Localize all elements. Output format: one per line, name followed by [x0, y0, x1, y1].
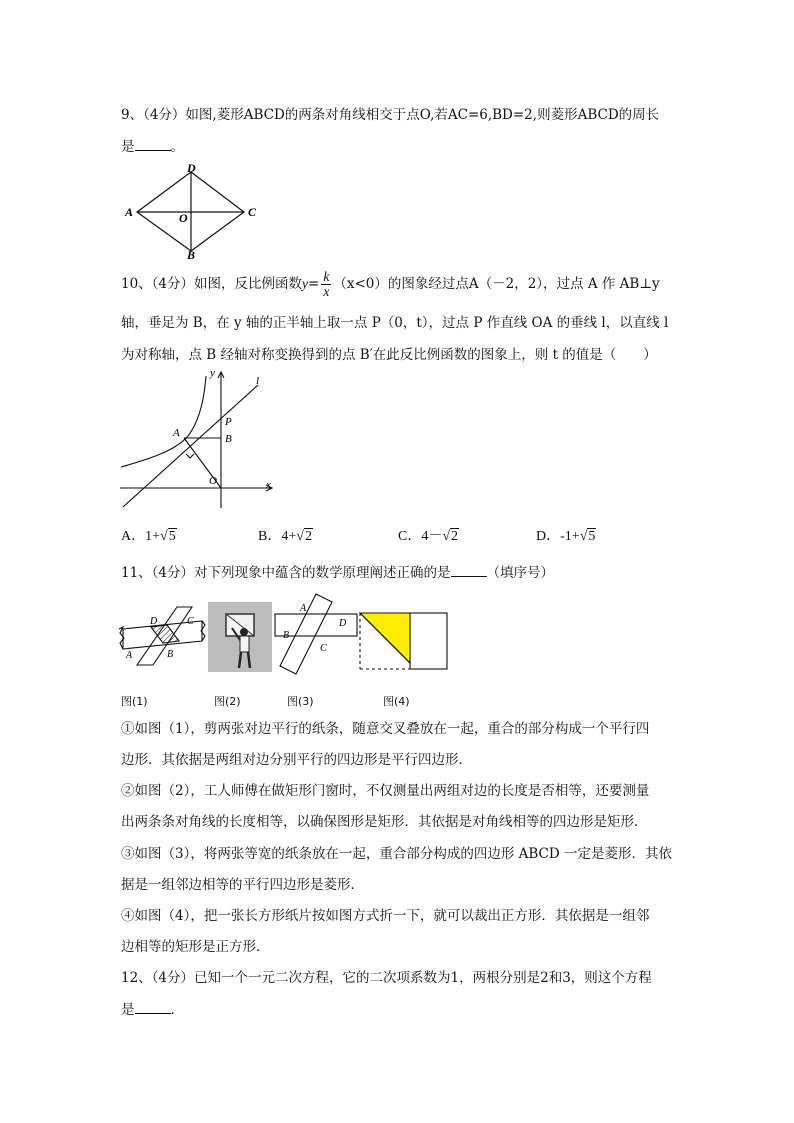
q10-prefix: 10、（4分）如图，反比例函数 — [121, 276, 303, 292]
label-d: D — [339, 618, 347, 629]
option-a-label: A． — [121, 529, 146, 544]
label-a: A — [300, 603, 307, 614]
q11-fig4-folded-paper — [358, 611, 450, 673]
option-b-label: B． — [258, 529, 282, 544]
option-a-radicand: 5 — [168, 529, 176, 544]
q9-text-line2 — [121, 135, 184, 155]
label-c: C — [320, 643, 327, 654]
q9-line2-suffix: 。 — [170, 139, 184, 155]
label-b: B — [187, 248, 196, 260]
q11-statement-3-line2: 据是一组邻边相等的平行四边形是菱形． — [121, 877, 364, 893]
option-c-prefix: 4－ — [421, 529, 443, 544]
q12-text-line1: 12、（4分）已知一个一元二次方程，它的二次项系数为1，两根分别是2和3，则这个方程 — [121, 970, 652, 986]
option-b-prefix: 4+ — [281, 529, 297, 544]
label-b: B — [225, 433, 232, 445]
label-d: D — [150, 616, 158, 627]
q10-graph-figure — [118, 368, 278, 508]
q11-statement-2-line2: 出两条条对角线的长度相等，以确保图形是矩形．其依据是对角线相等的四边形是矩形． — [121, 814, 648, 830]
q10-fraction — [321, 270, 331, 299]
q11-statement-1-line2: 边形．其依据是两组对边分别平行的四边形是平行四边形． — [121, 752, 472, 768]
q9-line2-prefix: 是 — [121, 139, 135, 155]
q11-statement-4-line2: 边相等的矩形是正方形． — [121, 939, 270, 955]
caption-fig3: 图(3) — [287, 695, 314, 708]
caption-fig2: 图(2) — [214, 695, 241, 708]
hyperbola-curve — [121, 376, 206, 467]
option-c[interactable] — [398, 525, 459, 545]
option-a[interactable] — [121, 525, 177, 545]
q11-prefix: 11、（4分）对下列现象中蕴含的数学原理阐述正确的是 — [121, 565, 451, 581]
sqrt-icon: √5 — [160, 529, 176, 544]
q10-text-line1 — [121, 270, 660, 299]
q12-text-line2 — [121, 998, 184, 1018]
q11-statement-3-line1: ③如图（3），将两张等宽的纸条放在一起，重合部分构成的四边形 ABCD 一定是菱形．其依 — [121, 846, 672, 862]
option-a-prefix: 1+ — [145, 529, 161, 544]
q12-answer-blank — [135, 1001, 171, 1014]
label-a: A — [173, 427, 180, 439]
q10-text-line3: 为对称轴，点 B 经轴对称变换得到的点 B′在此反比例函数的图象上，则 t 的值是（ ） — [121, 347, 657, 363]
q11-answer-blank — [451, 564, 487, 577]
sqrt-icon: √2 — [442, 529, 459, 544]
label-o: O — [209, 475, 217, 487]
q11-statement-4-line1: ④如图（4），把一张长方形纸片按如图方式折一下，就可以裁出正方形．其依据是一组邻 — [121, 908, 650, 924]
q11-fig1-crossed-strips — [117, 603, 207, 673]
q11-fig3-equal-strips — [272, 592, 362, 676]
axis-label-y: y — [210, 368, 215, 379]
q10-eq: = — [308, 276, 320, 292]
q9-answer-blank — [135, 138, 171, 151]
q10-text-line2: 轴，垂足为 B，在 y 轴的正半轴上取一点 P（0，t），过点 P 作直线 OA 的垂线 l，以直线 l — [121, 315, 669, 331]
overlap-parallelogram — [151, 625, 179, 643]
label-a: A — [126, 650, 133, 661]
remaining-rectangle — [410, 613, 447, 669]
label-c: C — [187, 616, 194, 627]
caption-fig4: 图(4) — [383, 695, 410, 708]
label-p: P — [225, 416, 232, 428]
q10-condition: （x<0）的图象经过点 — [333, 276, 469, 292]
sqrt-icon: √5 — [579, 529, 596, 544]
option-c-radicand: 2 — [451, 529, 459, 544]
option-d-label: D． — [536, 529, 561, 544]
q10-y: y — [302, 276, 309, 291]
q11-suffix: （填序号） — [486, 565, 555, 581]
option-b[interactable] — [258, 525, 313, 545]
label-c: C — [248, 205, 257, 219]
worker-head-icon — [240, 628, 248, 636]
q12-line2-prefix: 是 — [121, 1002, 135, 1018]
label-o: O — [179, 211, 188, 225]
label-d: D — [187, 161, 196, 175]
option-b-radicand: 2 — [304, 529, 312, 544]
q11-text-line1 — [121, 561, 554, 581]
label-b: B — [167, 649, 174, 660]
sqrt-icon: √2 — [296, 529, 312, 544]
label-a: A — [125, 205, 134, 219]
worker-body-icon — [240, 636, 249, 652]
q9-rhombus-figure — [115, 160, 275, 260]
fraction-denominator: x — [323, 284, 330, 299]
fraction-numerator: k — [323, 269, 330, 284]
right-angle-mark — [186, 454, 194, 458]
q12-line2-suffix: ． — [170, 1002, 184, 1018]
label-b: B — [283, 630, 290, 641]
option-d-radicand: 5 — [588, 529, 596, 544]
q9-text-line1: 9、（4分）如图,菱形ABCD的两条对角线相交于点O,若AC=6,BD=2,则菱形ABCD的周长 — [121, 107, 660, 123]
q10-line1-suffix: A（－2，2），过点 A 作 AB⊥y — [468, 276, 660, 292]
q11-statement-2-line1: ②如图（2），工人师傅在做矩形门窗时，不仅测量出两组对边的长度是否相等，还要测量 — [121, 783, 650, 799]
label-l: l — [256, 375, 260, 387]
caption-fig1: 图(1) — [121, 695, 148, 708]
option-c-label: C． — [398, 529, 422, 544]
q11-fig2-worker-photo — [208, 602, 272, 672]
q11-statement-1-line1: ①如图（1），剪两张对边平行的纸条，随意交叉叠放在一起，重合的部分构成一个平行四 — [121, 721, 650, 737]
axis-label-x: x — [266, 479, 271, 491]
option-d-prefix: -1+ — [560, 529, 580, 544]
option-d[interactable] — [536, 525, 596, 545]
